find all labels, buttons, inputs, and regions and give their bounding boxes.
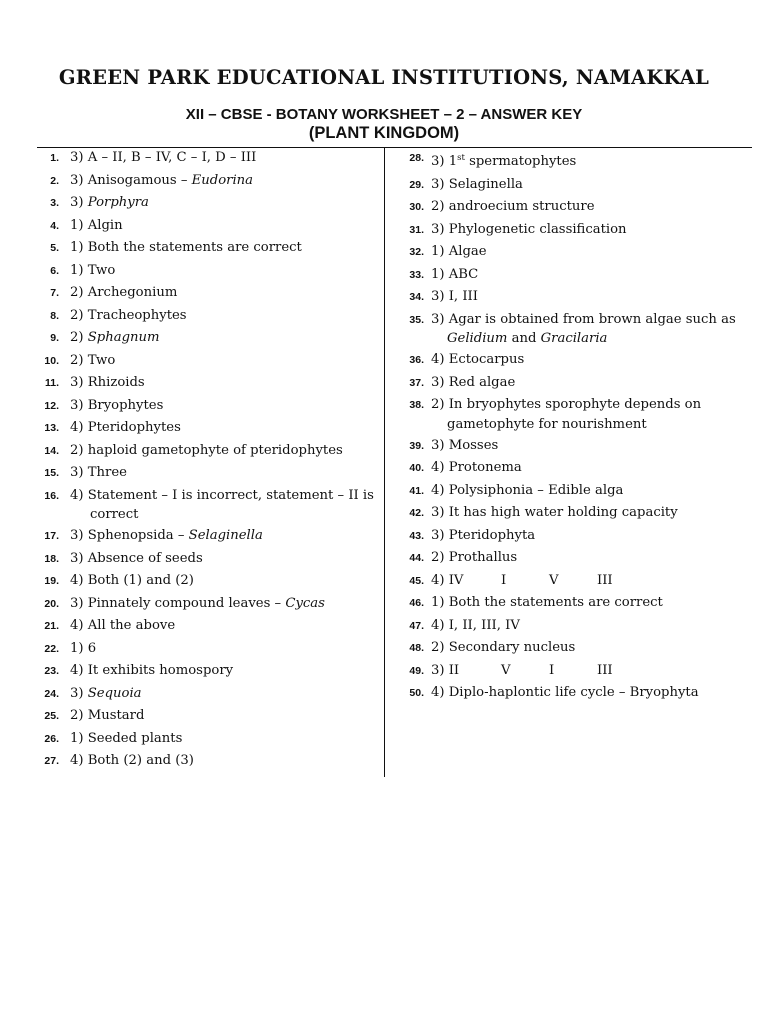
- answer-item: [37, 327, 377, 350]
- answer-cell: I: [501, 572, 507, 588]
- answer-text: [37, 395, 377, 418]
- answer-item: [37, 638, 377, 661]
- answer-number: 23.: [44, 665, 59, 677]
- answer-text: [392, 547, 754, 570]
- answer-number: 31.: [409, 223, 424, 236]
- answer-column-left: [37, 147, 377, 773]
- answer-text: [37, 215, 377, 238]
- answer-number: 29.: [409, 178, 424, 191]
- answer-number: 22.: [44, 642, 59, 655]
- answer-main: 3) Bryophytes: [70, 397, 164, 413]
- answer-text: [37, 485, 377, 508]
- answer-number: 34.: [409, 291, 424, 303]
- answer-text: [392, 196, 754, 219]
- answer-number: 21.: [44, 620, 59, 632]
- answer-rest: spermatophytes: [464, 154, 577, 169]
- answer-cell: V: [501, 662, 511, 678]
- scientific-name: Selaginella: [188, 528, 263, 543]
- answer-text: [37, 282, 377, 305]
- answer-item: [392, 394, 754, 435]
- answer-column-right: [392, 147, 754, 705]
- answer-main: 3) Sphenopsida –: [70, 528, 189, 543]
- answer-text: [392, 349, 754, 372]
- answer-item: [37, 260, 377, 283]
- answer-main: 1) Seeded plants: [70, 730, 183, 746]
- answer-number: 3.: [50, 197, 59, 209]
- answer-text: [37, 372, 377, 395]
- answer-text: [37, 327, 377, 350]
- answer-number: 2.: [50, 174, 59, 187]
- answer-main: 4) Protonema: [431, 460, 522, 475]
- answer-number: 24.: [44, 687, 59, 700]
- answer-item: [37, 237, 377, 260]
- answer-number: 19.: [44, 575, 59, 587]
- answer-item: [37, 395, 377, 418]
- answer-number: 41.: [409, 484, 424, 497]
- answer-text: [392, 457, 754, 480]
- answer-main: 2) Mustard: [70, 708, 145, 723]
- answer-item: [37, 350, 377, 373]
- answer-text: [392, 592, 754, 615]
- answer-main: 2): [70, 330, 88, 345]
- answer-main: 1) Two: [70, 262, 116, 278]
- answer-text: [392, 660, 754, 683]
- answer-text: [37, 305, 377, 328]
- answer-text: [392, 525, 754, 548]
- answer-item: [37, 485, 377, 526]
- answer-text: [392, 502, 754, 525]
- answer-number: 11.: [44, 377, 59, 389]
- answer-main: 1) 6: [70, 640, 97, 656]
- answer-cell: I: [549, 662, 555, 678]
- answer-number: 20.: [44, 597, 59, 610]
- answer-main: 3) It has high water holding capacity: [431, 505, 678, 520]
- answer-continuation: gametophyte for nourishment: [447, 416, 647, 432]
- answer-item: [37, 147, 377, 170]
- answer-item: [37, 417, 377, 440]
- answer-main: 3) Anisogamous –: [70, 172, 192, 188]
- answer-continuation: [392, 329, 754, 349]
- answer-number: 15.: [44, 467, 59, 479]
- answer-item: [392, 547, 754, 570]
- scientific-name: Porphyra: [87, 195, 149, 210]
- answer-main: 1) ABC: [431, 266, 479, 282]
- answer-item: [37, 705, 377, 728]
- answer-number: 32.: [409, 246, 424, 258]
- answer-text: [392, 286, 754, 309]
- answer-text: [37, 548, 377, 571]
- answer-main: 3) Selaginella: [431, 176, 523, 192]
- answer-number: 44.: [409, 552, 424, 564]
- answer-item: [37, 282, 377, 305]
- answer-number: 4.: [50, 219, 59, 232]
- answer-main: 3) Three: [70, 465, 127, 480]
- answer-number: 7.: [50, 287, 59, 299]
- answer-item: [37, 570, 377, 593]
- answer-number: 36.: [409, 354, 424, 366]
- answer-number: 25.: [44, 710, 59, 722]
- answer-text: [392, 372, 754, 395]
- answer-item: [392, 349, 754, 372]
- answer-main: 3) Mosses: [431, 437, 499, 453]
- answer-main: 1) Both the statements are correct: [70, 240, 302, 255]
- answer-item: [37, 750, 377, 773]
- answer-main: 2) Archegonium: [70, 285, 178, 300]
- answer-main: 2) Tracheophytes: [70, 307, 187, 323]
- answer-number: 14.: [44, 444, 59, 457]
- answer-item: [37, 192, 377, 215]
- answer-text: [392, 147, 754, 174]
- answer-item: [392, 147, 754, 174]
- document-title: GREEN PARK EDUCATIONAL INSTITUTIONS, NAMAKKAL: [58, 66, 710, 89]
- answer-text: [392, 637, 754, 660]
- chapter-subtitle: (PLANT KINGDOM): [308, 124, 460, 142]
- answer-number: 9.: [50, 332, 59, 344]
- answer-main: 4) It exhibits homospory: [70, 663, 234, 678]
- answer-main: 4) I, II, III, IV: [431, 617, 520, 633]
- answer-item: [37, 215, 377, 238]
- answer-number: 5.: [50, 242, 59, 254]
- answer-text: [37, 417, 377, 440]
- scientific-name: Sequoia: [87, 685, 142, 701]
- answer-main: 1) Algin: [70, 217, 123, 233]
- answer-text: [392, 264, 754, 287]
- answer-text: [37, 192, 377, 215]
- answer-item: [37, 170, 377, 193]
- answer-text: [392, 480, 754, 503]
- answer-main: 3) Phylogenetic classification: [431, 221, 627, 237]
- answer-number: 35.: [409, 313, 424, 326]
- answer-item: [392, 480, 754, 503]
- answer-text: [392, 219, 754, 242]
- answer-item: [37, 305, 377, 328]
- answer-number: 8.: [50, 309, 59, 322]
- answer-item: [392, 241, 754, 264]
- answer-item: [37, 660, 377, 683]
- answer-main: 3) Rhizoids: [70, 375, 145, 390]
- answer-main: 2) androecium structure: [431, 199, 595, 214]
- answer-item: [37, 728, 377, 751]
- answer-text: [37, 462, 377, 485]
- answer-number: 37.: [409, 376, 424, 389]
- answer-main: 3) Pteridophyta: [431, 527, 536, 543]
- answer-text: [37, 147, 377, 170]
- answer-item: [37, 615, 377, 638]
- scientific-name: Cycas: [285, 595, 325, 611]
- answer-main: 3) Agar is obtained from brown algae such as: [431, 311, 736, 327]
- answer-cell: 3) II: [431, 662, 460, 678]
- answer-cell: III: [597, 572, 613, 588]
- answer-number: 46.: [409, 597, 424, 609]
- answer-text: [37, 750, 377, 773]
- answer-main: 2) Prothallus: [431, 550, 518, 565]
- answer-number: 12.: [44, 399, 59, 412]
- answer-number: 40.: [409, 462, 424, 474]
- answer-text: [392, 435, 754, 458]
- answer-item: [392, 570, 754, 593]
- answer-text: [392, 682, 754, 705]
- answer-number: 39.: [409, 439, 424, 452]
- answer-text: [37, 615, 377, 638]
- answer-continuation: correct: [90, 507, 139, 522]
- answer-number: 26.: [44, 732, 59, 745]
- scientific-name: Gelidium: [447, 331, 508, 346]
- answer-item: [392, 682, 754, 705]
- answer-main: 4) Both (1) and (2): [70, 573, 194, 588]
- answer-main: 2) In bryophytes sporophyte depends on: [431, 397, 702, 412]
- answer-main: 4) Ectocarpus: [431, 352, 525, 367]
- answer-main: 3) Red algae: [431, 374, 516, 390]
- answer-main: 1) Algae: [431, 244, 487, 259]
- answer-number: 27.: [44, 755, 59, 767]
- answer-text: [37, 237, 377, 260]
- answer-main: 4) Pteridophytes: [70, 420, 181, 435]
- answer-number: 1.: [50, 152, 59, 164]
- worksheet-subtitle: XII – CBSE - BOTANY WORKSHEET – 2 – ANSWER KEY: [185, 106, 583, 123]
- answer-main: 4) Polysiphonia – Edible alga: [431, 482, 624, 498]
- scientific-name: Sphagnum: [87, 330, 160, 345]
- answer-item: [392, 502, 754, 525]
- answer-item: [392, 592, 754, 615]
- answer-item: [37, 683, 377, 706]
- answer-number: 45.: [409, 574, 424, 587]
- answer-number: 13.: [44, 422, 59, 434]
- answer-item: [392, 309, 754, 350]
- answer-item: [392, 174, 754, 197]
- answer-item: [392, 637, 754, 660]
- answer-item: [37, 440, 377, 463]
- answer-number: 42.: [409, 507, 424, 519]
- answer-main: 3) I, III: [431, 289, 478, 304]
- answer-main: 3) A – II, B – IV, C – I, D – III: [70, 150, 257, 165]
- answer-text: [37, 660, 377, 683]
- answer-number: 49.: [409, 664, 424, 677]
- answer-number: 30.: [409, 201, 424, 213]
- answer-text: [37, 593, 377, 616]
- answer-main: 4) Both (2) and (3): [70, 753, 194, 768]
- answer-item: [392, 286, 754, 309]
- answer-text: [37, 170, 377, 193]
- answer-item: [37, 593, 377, 616]
- answer-main: 2) Secondary nucleus: [431, 640, 576, 655]
- answer-text: [37, 570, 377, 593]
- answer-main: 3) 1: [431, 154, 458, 169]
- answer-item: [392, 264, 754, 287]
- answer-main: 3): [70, 195, 88, 210]
- answer-text: [392, 174, 754, 197]
- answer-item: [37, 462, 377, 485]
- answer-item: [392, 615, 754, 638]
- answer-item: [392, 372, 754, 395]
- column-divider: [384, 148, 385, 777]
- answer-text: [37, 440, 377, 463]
- answer-item: [392, 219, 754, 242]
- answer-number: 33.: [409, 268, 424, 281]
- answer-text: [37, 350, 377, 373]
- answer-cell: V: [549, 572, 559, 588]
- answer-number: 50.: [409, 687, 424, 699]
- answer-text: [37, 525, 377, 548]
- answer-item: [37, 548, 377, 571]
- answer-text: [37, 260, 377, 283]
- answer-main: 4) Diplo-haplontic life cycle – Bryophyta: [431, 685, 699, 700]
- answer-main: 3) Pinnately compound leaves –: [70, 595, 286, 611]
- answer-main: 1) Both the statements are correct: [431, 595, 663, 610]
- answer-text: [37, 638, 377, 661]
- answer-main: 4) Statement – I is incorrect, statement – II is: [70, 487, 374, 503]
- answer-item: [37, 525, 377, 548]
- answer-number: 43.: [409, 529, 424, 542]
- scientific-name: Gracilaria: [540, 331, 608, 346]
- answer-text: [392, 394, 754, 417]
- answer-main: 3): [70, 685, 88, 701]
- answer-main: 4) All the above: [70, 618, 176, 633]
- answer-text: [392, 570, 754, 593]
- answer-rest: and: [507, 331, 541, 346]
- answer-item: [392, 660, 754, 683]
- answer-text: [392, 615, 754, 638]
- scientific-name: Eudorina: [191, 172, 254, 188]
- answer-text: [37, 705, 377, 728]
- answer-main: 2) Two: [70, 352, 116, 368]
- answer-cell: 4) IV: [431, 572, 464, 588]
- answer-text: [392, 241, 754, 264]
- answer-number: 38.: [409, 399, 424, 411]
- answer-text: [392, 309, 754, 332]
- answer-text: [37, 683, 377, 706]
- answer-item: [37, 372, 377, 395]
- answer-item: [392, 196, 754, 219]
- answer-item: [392, 457, 754, 480]
- answer-main: 3) Absence of seeds: [70, 550, 203, 566]
- answer-number: 18.: [44, 552, 59, 565]
- answer-number: 17.: [44, 530, 59, 542]
- ordinal-suffix: st: [457, 153, 465, 163]
- answer-number: 48.: [409, 642, 424, 654]
- answer-number: 16.: [44, 489, 59, 502]
- answer-number: 47.: [409, 619, 424, 632]
- answer-item: [392, 525, 754, 548]
- answer-cell: III: [597, 662, 613, 678]
- answer-number: 10.: [44, 354, 59, 367]
- answer-text: [37, 728, 377, 751]
- answer-number: 28.: [409, 152, 424, 164]
- answer-item: [392, 435, 754, 458]
- answer-number: 6.: [50, 264, 59, 277]
- answer-main: 2) haploid gametophyte of pteridophytes: [70, 442, 343, 458]
